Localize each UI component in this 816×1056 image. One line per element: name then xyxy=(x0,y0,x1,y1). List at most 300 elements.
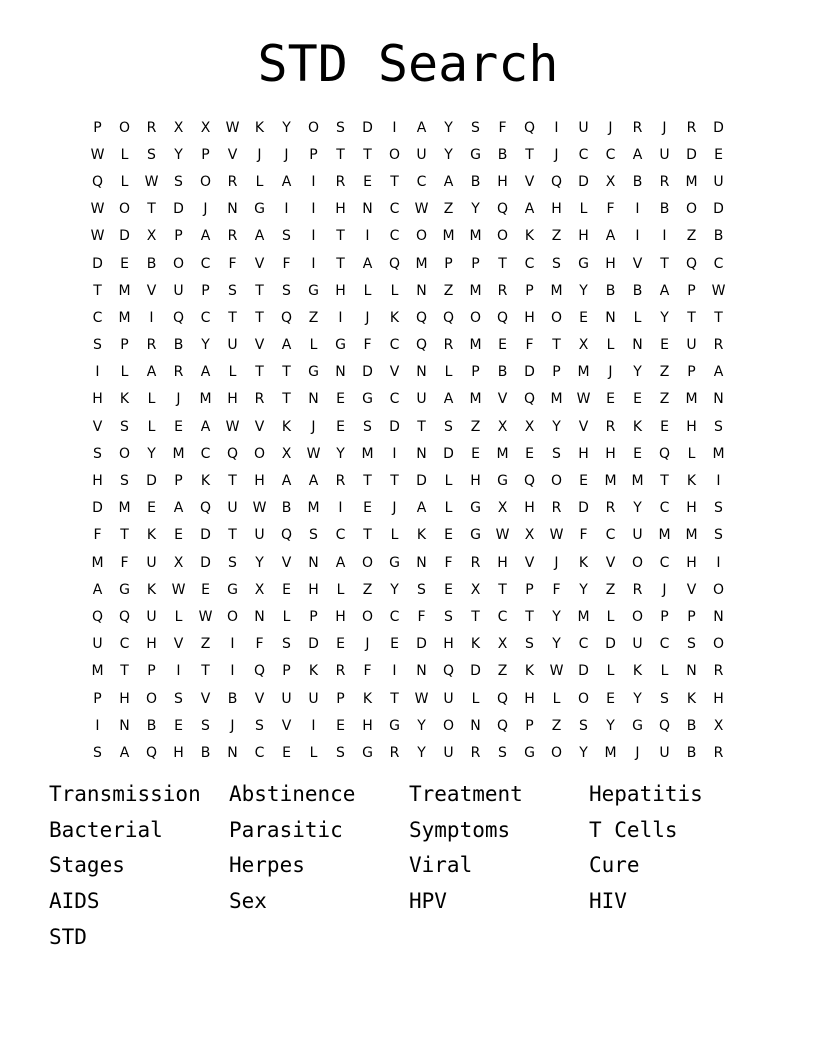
grid-letter: J xyxy=(608,364,613,381)
grid-letter: R xyxy=(605,500,616,517)
grid-letter: A xyxy=(713,364,724,381)
grid-letter: W xyxy=(90,201,105,218)
grid-letter: B xyxy=(632,173,643,190)
grid-letter: N xyxy=(632,337,643,354)
word-bank-item: Sex xyxy=(229,889,267,914)
grid-letter: Y xyxy=(201,337,210,354)
grid-letter: Z xyxy=(497,663,508,680)
grid-letter: Z xyxy=(362,581,373,598)
word-bank-item: Symptoms xyxy=(409,817,511,842)
grid-letter: S xyxy=(363,418,372,435)
grid-letter: J xyxy=(203,201,208,218)
grid-letter: B xyxy=(686,717,697,734)
grid-letter: A xyxy=(281,473,292,490)
grid-letter: J xyxy=(554,554,559,571)
grid-letter: P xyxy=(525,581,534,598)
grid-letter: H xyxy=(146,636,157,653)
grid-letter: F xyxy=(606,201,615,218)
grid-letter: O xyxy=(199,173,212,190)
grid-letter: I xyxy=(392,119,397,136)
grid-letter: V xyxy=(281,717,292,734)
grid-letter: G xyxy=(308,282,319,299)
grid-letter: H xyxy=(443,636,454,653)
grid-row xyxy=(84,114,732,141)
grid-letter: T xyxy=(201,663,210,680)
grid-letter: M xyxy=(685,391,698,408)
grid-letter: U xyxy=(308,690,319,707)
grid-letter: H xyxy=(524,309,535,326)
grid-letter: I xyxy=(338,500,343,517)
grid-letter: T xyxy=(417,418,426,435)
grid-letter: M xyxy=(496,445,509,462)
grid-letter: L xyxy=(633,309,642,326)
grid-letter: T xyxy=(714,309,723,326)
grid-letter: R xyxy=(335,663,346,680)
grid-letter: Q xyxy=(172,309,185,326)
grid-letter: Z xyxy=(686,228,697,245)
grid-letter: O xyxy=(226,608,239,625)
grid-letter: P xyxy=(687,364,696,381)
grid-letter: U xyxy=(227,500,238,517)
grid-letter: S xyxy=(282,282,291,299)
grid-letter: E xyxy=(633,391,642,408)
grid-letter: T xyxy=(498,581,507,598)
grid-letter: S xyxy=(309,527,318,544)
grid-letter: E xyxy=(714,146,723,163)
grid-row xyxy=(84,359,732,386)
grid-letter: J xyxy=(392,500,397,517)
grid-letter: K xyxy=(632,663,643,680)
grid-letter: M xyxy=(685,173,698,190)
grid-letter: G xyxy=(362,744,373,761)
grid-letter: H xyxy=(497,173,508,190)
grid-letter: C xyxy=(335,527,346,544)
grid-letter: U xyxy=(227,337,238,354)
grid-letter: Z xyxy=(443,201,454,218)
grid-letter: R xyxy=(227,228,238,245)
grid-letter: S xyxy=(444,418,453,435)
word-bank-item: Cure xyxy=(589,853,640,878)
grid-letter: X xyxy=(146,228,157,245)
grid-letter: C xyxy=(389,337,400,354)
grid-letter: H xyxy=(92,473,103,490)
grid-letter: I xyxy=(284,201,289,218)
grid-letter: P xyxy=(471,255,480,272)
grid-letter: J xyxy=(284,146,289,163)
grid-letter: E xyxy=(579,473,588,490)
grid-letter: O xyxy=(496,228,509,245)
grid-letter: N xyxy=(227,201,238,218)
grid-letter: A xyxy=(281,337,292,354)
grid-letter: M xyxy=(577,608,590,625)
grid-letter: A xyxy=(308,473,319,490)
grid-letter: H xyxy=(578,445,589,462)
page-title: STD Search xyxy=(257,35,559,93)
grid-letter: Q xyxy=(415,337,428,354)
grid-letter: N xyxy=(416,663,427,680)
grid-letter: E xyxy=(525,445,534,462)
grid-letter: U xyxy=(713,173,724,190)
grid-letter: O xyxy=(253,445,266,462)
grid-letter: Q xyxy=(496,690,509,707)
grid-row xyxy=(84,223,732,250)
grid-letter: I xyxy=(662,228,667,245)
grid-letter: P xyxy=(687,282,696,299)
grid-letter: A xyxy=(254,228,265,245)
grid-letter: S xyxy=(336,119,345,136)
grid-letter: M xyxy=(469,228,482,245)
grid-letter: T xyxy=(336,255,345,272)
grid-letter: T xyxy=(660,473,669,490)
grid-letter: J xyxy=(554,146,559,163)
grid-letter: S xyxy=(552,255,561,272)
grid-letter: T xyxy=(363,527,372,544)
grid-letter: C xyxy=(713,255,724,272)
grid-letter: S xyxy=(714,418,723,435)
grid-letter: O xyxy=(712,581,725,598)
grid-letter: F xyxy=(417,608,426,625)
grid-letter: Q xyxy=(442,309,455,326)
grid-letter: I xyxy=(176,663,181,680)
letter-grid xyxy=(84,114,732,767)
grid-letter: M xyxy=(91,663,104,680)
grid-letter: P xyxy=(120,337,129,354)
grid-letter: U xyxy=(443,744,454,761)
grid-letter: M xyxy=(658,527,671,544)
grid-letter: K xyxy=(578,554,589,571)
grid-letter: X xyxy=(497,636,508,653)
grid-letter: U xyxy=(659,146,670,163)
grid-letter: O xyxy=(631,608,644,625)
grid-letter: W xyxy=(495,527,510,544)
grid-letter: Z xyxy=(659,391,670,408)
grid-letter: R xyxy=(254,391,265,408)
grid-letter: J xyxy=(311,418,316,435)
grid-letter: F xyxy=(498,119,507,136)
grid-letter: B xyxy=(686,744,697,761)
grid-letter: H xyxy=(335,608,346,625)
grid-letter: J xyxy=(230,717,235,734)
grid-letter: A xyxy=(200,364,211,381)
grid-letter: J xyxy=(176,391,181,408)
grid-letter: M xyxy=(118,309,131,326)
grid-letter: L xyxy=(579,201,588,218)
grid-letter: N xyxy=(713,391,724,408)
grid-letter: L xyxy=(552,690,561,707)
grid-letter: U xyxy=(173,282,184,299)
grid-letter: N xyxy=(416,364,427,381)
grid-letter: T xyxy=(363,146,372,163)
grid-letter: A xyxy=(605,228,616,245)
grid-letter: D xyxy=(524,364,535,381)
grid-letter: E xyxy=(120,255,129,272)
grid-letter: Q xyxy=(496,717,509,734)
grid-letter: T xyxy=(228,309,237,326)
grid-letter: G xyxy=(389,554,400,571)
grid-row xyxy=(84,576,732,603)
grid-letter: K xyxy=(254,119,265,136)
grid-letter: C xyxy=(578,636,589,653)
grid-letter: T xyxy=(255,364,264,381)
grid-letter: V xyxy=(281,554,292,571)
grid-letter: W xyxy=(90,146,105,163)
grid-letter: G xyxy=(227,581,238,598)
grid-letter: V xyxy=(524,554,535,571)
grid-letter: K xyxy=(686,690,697,707)
grid-letter: Y xyxy=(552,418,561,435)
word-bank-item: HIV xyxy=(589,889,627,914)
grid-row xyxy=(84,440,732,467)
grid-letter: H xyxy=(227,391,238,408)
grid-letter: B xyxy=(281,500,292,517)
grid-letter: Q xyxy=(91,608,104,625)
grid-letter: E xyxy=(174,527,183,544)
grid-letter: P xyxy=(660,608,669,625)
grid-letter: A xyxy=(524,201,535,218)
grid-letter: I xyxy=(392,445,397,462)
grid-letter: Z xyxy=(551,717,562,734)
grid-letter: R xyxy=(632,581,643,598)
grid-letter: H xyxy=(686,418,697,435)
grid-letter: R xyxy=(470,744,481,761)
grid-letter: E xyxy=(444,581,453,598)
grid-letter: N xyxy=(308,554,319,571)
grid-letter: K xyxy=(524,228,535,245)
grid-letter: O xyxy=(307,119,320,136)
grid-letter: D xyxy=(470,663,481,680)
grid-letter: Y xyxy=(444,146,453,163)
grid-letter: Y xyxy=(174,146,183,163)
grid-letter: M xyxy=(172,445,185,462)
grid-letter: D xyxy=(92,255,103,272)
grid-letter: M xyxy=(199,391,212,408)
grid-letter: P xyxy=(525,717,534,734)
grid-letter: V xyxy=(686,581,697,598)
grid-letter: B xyxy=(173,337,184,354)
grid-letter: K xyxy=(524,663,535,680)
grid-letter: R xyxy=(659,173,670,190)
grid-letter: F xyxy=(579,527,588,544)
grid-letter: M xyxy=(550,282,563,299)
grid-letter: E xyxy=(282,581,291,598)
grid-letter: Y xyxy=(471,201,480,218)
grid-row xyxy=(84,277,732,304)
grid-letter: P xyxy=(147,663,156,680)
grid-letter: Q xyxy=(496,309,509,326)
grid-letter: A xyxy=(281,173,292,190)
grid-letter: F xyxy=(228,255,237,272)
grid-letter: R xyxy=(146,119,157,136)
word-bank-item: HPV xyxy=(409,889,447,914)
grid-letter: S xyxy=(336,744,345,761)
grid-letter: W xyxy=(252,500,267,517)
grid-letter: U xyxy=(416,146,427,163)
grid-letter: M xyxy=(442,228,455,245)
grid-row xyxy=(84,467,732,494)
grid-letter: G xyxy=(308,364,319,381)
grid-letter: B xyxy=(146,255,157,272)
grid-letter: C xyxy=(497,608,508,625)
grid-letter: L xyxy=(255,173,264,190)
grid-letter: O xyxy=(577,690,590,707)
grid-letter: X xyxy=(254,581,265,598)
grid-letter: T xyxy=(390,690,399,707)
grid-letter: H xyxy=(470,473,481,490)
grid-letter: R xyxy=(335,173,346,190)
grid-letter: E xyxy=(660,418,669,435)
grid-letter: S xyxy=(93,445,102,462)
grid-letter: Q xyxy=(280,527,293,544)
grid-letter: Q xyxy=(415,309,428,326)
grid-letter: U xyxy=(632,527,643,544)
grid-letter: S xyxy=(201,717,210,734)
grid-letter: C xyxy=(659,500,670,517)
grid-letter: D xyxy=(578,663,589,680)
grid-letter: P xyxy=(201,282,210,299)
grid-letter: V xyxy=(254,418,265,435)
grid-letter: L xyxy=(336,581,345,598)
grid-letter: L xyxy=(444,473,453,490)
grid-letter: L xyxy=(444,364,453,381)
grid-row xyxy=(84,739,732,766)
grid-letter: G xyxy=(632,717,643,734)
grid-letter: O xyxy=(361,554,374,571)
grid-letter: E xyxy=(579,309,588,326)
grid-letter: S xyxy=(498,744,507,761)
grid-letter: L xyxy=(309,744,318,761)
grid-letter: M xyxy=(361,445,374,462)
grid-letter: M xyxy=(604,744,617,761)
grid-row xyxy=(84,712,732,739)
grid-letter: M xyxy=(307,500,320,517)
grid-letter: Q xyxy=(226,445,239,462)
grid-letter: X xyxy=(200,119,211,136)
grid-letter: X xyxy=(470,581,481,598)
grid-letter: B xyxy=(713,228,724,245)
grid-letter: O xyxy=(172,255,185,272)
grid-row xyxy=(84,386,732,413)
grid-letter: T xyxy=(282,364,291,381)
grid-letter: J xyxy=(662,581,667,598)
grid-letter: M xyxy=(550,391,563,408)
grid-letter: T xyxy=(255,282,264,299)
grid-letter: C xyxy=(578,146,589,163)
grid-letter: P xyxy=(444,255,453,272)
grid-letter: H xyxy=(605,255,616,272)
grid-letter: L xyxy=(660,663,669,680)
grid-letter: V xyxy=(92,418,103,435)
grid-letter: Z xyxy=(200,636,211,653)
grid-letter: Z xyxy=(470,418,481,435)
grid-letter: G xyxy=(362,391,373,408)
grid-letter: W xyxy=(576,391,591,408)
grid-letter: E xyxy=(606,690,615,707)
grid-letter: H xyxy=(497,554,508,571)
grid-letter: D xyxy=(200,554,211,571)
grid-letter: O xyxy=(118,445,131,462)
grid-letter: V xyxy=(605,554,616,571)
grid-letter: K xyxy=(146,581,157,598)
grid-letter: S xyxy=(471,119,480,136)
grid-letter: N xyxy=(416,554,427,571)
word-bank-item: Bacterial xyxy=(49,817,163,842)
grid-letter: R xyxy=(632,119,643,136)
grid-letter: O xyxy=(685,201,698,218)
grid-letter: H xyxy=(335,201,346,218)
grid-letter: C xyxy=(200,445,211,462)
grid-letter: E xyxy=(282,744,291,761)
grid-letter: E xyxy=(363,173,372,190)
word-bank-item: Treatment xyxy=(409,782,523,806)
grid-letter: D xyxy=(686,146,697,163)
grid-letter: J xyxy=(635,744,640,761)
grid-letter: G xyxy=(335,337,346,354)
grid-letter: W xyxy=(549,663,564,680)
grid-letter: Z xyxy=(551,228,562,245)
grid-letter: Q xyxy=(523,119,536,136)
grid-letter: T xyxy=(228,527,237,544)
grid-letter: A xyxy=(443,173,454,190)
grid-row xyxy=(84,549,732,576)
grid-letter: F xyxy=(120,554,129,571)
grid-letter: R xyxy=(686,119,697,136)
grid-letter: L xyxy=(390,527,399,544)
grid-letter: L xyxy=(147,391,156,408)
grid-letter: B xyxy=(470,173,481,190)
grid-letter: R xyxy=(335,473,346,490)
grid-letter: L xyxy=(606,608,615,625)
grid-letter: C xyxy=(389,201,400,218)
grid-letter: Q xyxy=(145,744,158,761)
grid-letter: V xyxy=(200,690,211,707)
grid-letter: P xyxy=(552,364,561,381)
grid-letter: F xyxy=(444,554,453,571)
grid-letter: B xyxy=(659,201,670,218)
grid-letter: G xyxy=(497,473,508,490)
grid-letter: Q xyxy=(199,500,212,517)
grid-letter: C xyxy=(389,608,400,625)
grid-letter: Y xyxy=(579,744,588,761)
grid-letter: L xyxy=(282,608,291,625)
grid-letter: F xyxy=(552,581,561,598)
grid-letter: X xyxy=(713,717,724,734)
grid-letter: E xyxy=(606,391,615,408)
grid-letter: Q xyxy=(550,173,563,190)
grid-letter: X xyxy=(605,173,616,190)
grid-letter: Y xyxy=(660,309,669,326)
grid-letter: R xyxy=(470,554,481,571)
grid-letter: G xyxy=(254,201,265,218)
grid-letter: V xyxy=(146,282,157,299)
grid-row xyxy=(84,141,732,168)
grid-letter: V xyxy=(227,146,238,163)
grid-letter: T xyxy=(336,146,345,163)
grid-letter: S xyxy=(228,554,237,571)
grid-letter: A xyxy=(632,146,643,163)
grid-letter: N xyxy=(119,717,130,734)
grid-letter: I xyxy=(392,663,397,680)
grid-letter: W xyxy=(198,608,213,625)
grid-letter: R xyxy=(713,744,724,761)
grid-letter: T xyxy=(147,201,156,218)
grid-letter: I xyxy=(95,364,100,381)
grid-row xyxy=(84,413,732,440)
grid-letter: E xyxy=(147,500,156,517)
grid-letter: T xyxy=(525,608,534,625)
grid-letter: T xyxy=(282,391,291,408)
grid-letter: T xyxy=(120,527,129,544)
grid-letter: E xyxy=(498,337,507,354)
